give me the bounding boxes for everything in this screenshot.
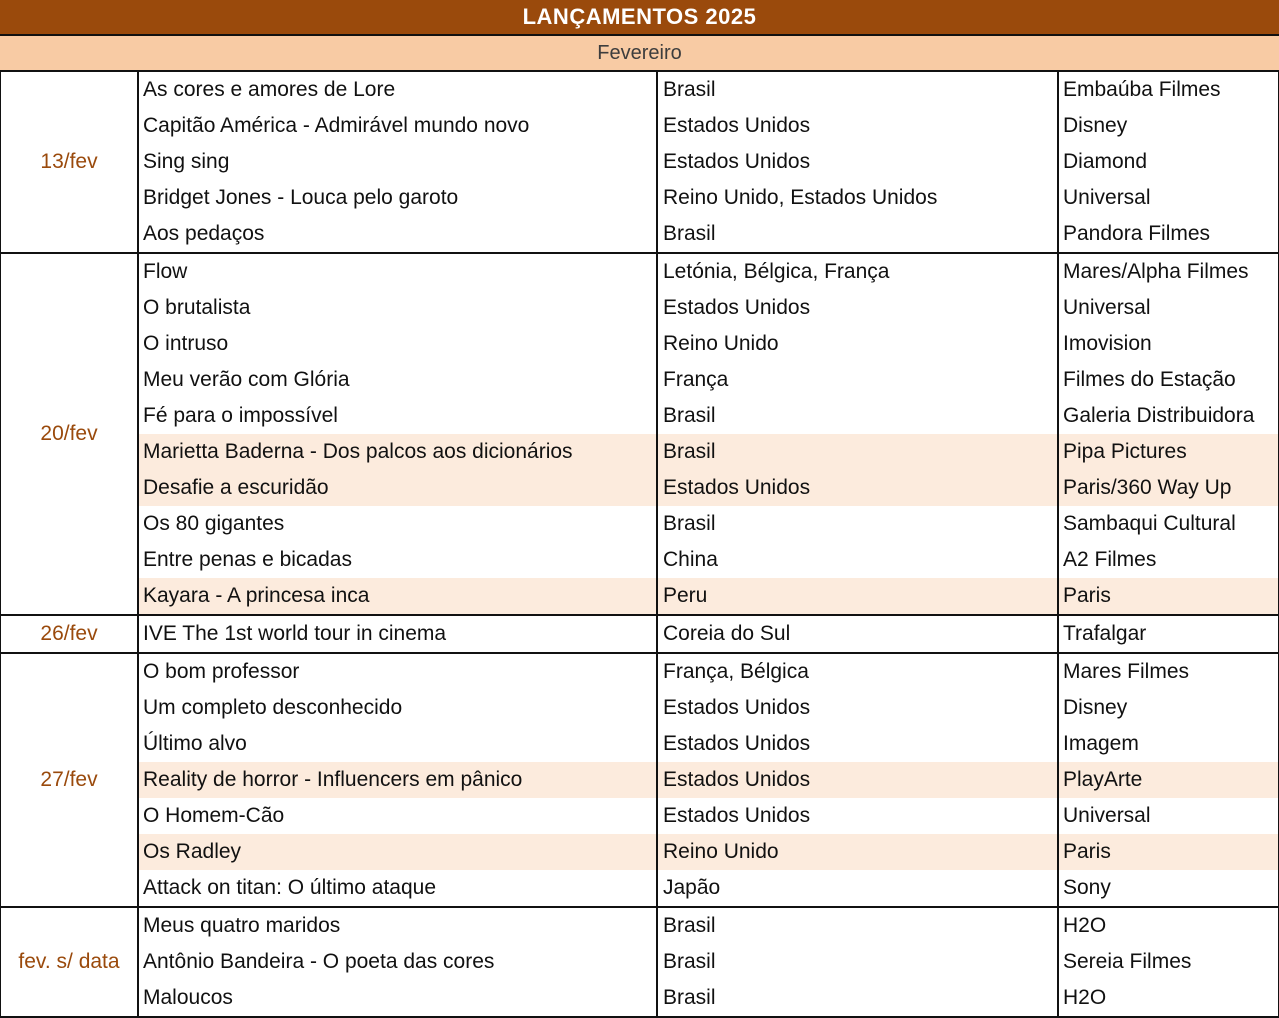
country-cell: Japão [658, 870, 1059, 906]
date-group [0, 908, 1279, 1018]
release-date-cell: fev. s/ data [0, 908, 139, 1016]
country-cell: Brasil [658, 506, 1059, 542]
distributor-cell: Mares/Alpha Filmes [1059, 254, 1279, 290]
movie-title-cell: Um completo desconhecido [139, 690, 658, 726]
movie-title-cell: Bridget Jones - Louca pelo garoto [139, 180, 658, 216]
distributor-cell: Imagem [1059, 726, 1279, 762]
distributor-cell: Trafalgar [1059, 616, 1279, 652]
country-cell: Estados Unidos [658, 144, 1059, 180]
country-cell: Estados Unidos [658, 108, 1059, 144]
movie-title-cell: O intruso [139, 326, 658, 362]
table-row [139, 542, 1279, 578]
distributor-cell: Paris [1059, 834, 1279, 870]
country-cell: Brasil [658, 398, 1059, 434]
table-row [139, 144, 1279, 180]
table-row [139, 654, 1279, 690]
month-header: Fevereiro [0, 36, 1279, 72]
distributor-cell: Sony [1059, 870, 1279, 906]
distributor-cell: Embaúba Filmes [1059, 72, 1279, 108]
country-cell: Letónia, Bélgica, França [658, 254, 1059, 290]
movie-title-cell: Entre penas e bicadas [139, 542, 658, 578]
table-row [139, 870, 1279, 906]
date-group [0, 72, 1279, 254]
country-cell: França, Bélgica [658, 654, 1059, 690]
table-row [139, 834, 1279, 870]
group-rows [139, 654, 1279, 906]
country-cell: França [658, 362, 1059, 398]
movie-title-cell: IVE The 1st world tour in cinema [139, 616, 658, 652]
country-cell: Brasil [658, 72, 1059, 108]
country-cell: Estados Unidos [658, 470, 1059, 506]
movie-title-cell: Maloucos [139, 980, 658, 1016]
movie-title-cell: Flow [139, 254, 658, 290]
movie-title-cell: O brutalista [139, 290, 658, 326]
movie-title-cell: Sing sing [139, 144, 658, 180]
table-row [139, 798, 1279, 834]
country-cell: Brasil [658, 216, 1059, 252]
distributor-cell: Universal [1059, 180, 1279, 216]
table-row [139, 726, 1279, 762]
distributor-cell: Mares Filmes [1059, 654, 1279, 690]
release-date-cell: 27/fev [0, 654, 139, 906]
table-row [139, 72, 1279, 108]
distributor-cell: Galeria Distribuidora [1059, 398, 1279, 434]
distributor-cell: PlayArte [1059, 762, 1279, 798]
movie-title-cell: Antônio Bandeira - O poeta das cores [139, 944, 658, 980]
distributor-cell: H2O [1059, 908, 1279, 944]
movie-title-cell: Os 80 gigantes [139, 506, 658, 542]
table-row [139, 578, 1279, 614]
country-cell: Brasil [658, 434, 1059, 470]
country-cell: Estados Unidos [658, 690, 1059, 726]
distributor-cell: Imovision [1059, 326, 1279, 362]
release-date-cell: 20/fev [0, 254, 139, 614]
movie-title-cell: As cores e amores de Lore [139, 72, 658, 108]
distributor-cell: H2O [1059, 980, 1279, 1016]
movie-title-cell: Último alvo [139, 726, 658, 762]
country-cell: Estados Unidos [658, 798, 1059, 834]
country-cell: China [658, 542, 1059, 578]
movie-title-cell: Meus quatro maridos [139, 908, 658, 944]
release-groups [0, 72, 1279, 1018]
distributor-cell: Paris/360 Way Up [1059, 470, 1279, 506]
movie-title-cell: Os Radley [139, 834, 658, 870]
movie-title-cell: O Homem-Cão [139, 798, 658, 834]
movie-title-cell: Attack on titan: O último ataque [139, 870, 658, 906]
group-rows [139, 72, 1279, 252]
group-rows [139, 254, 1279, 614]
movie-title-cell: Aos pedaços [139, 216, 658, 252]
table-row [139, 980, 1279, 1016]
country-cell: Brasil [658, 980, 1059, 1016]
distributor-cell: Filmes do Estação [1059, 362, 1279, 398]
movie-title-cell: Reality de horror - Influencers em pânico [139, 762, 658, 798]
country-cell: Reino Unido, Estados Unidos [658, 180, 1059, 216]
distributor-cell: Sereia Filmes [1059, 944, 1279, 980]
movie-title-cell: Kayara - A princesa inca [139, 578, 658, 614]
country-cell: Estados Unidos [658, 290, 1059, 326]
table-row [139, 762, 1279, 798]
country-cell: Peru [658, 578, 1059, 614]
table-row [139, 290, 1279, 326]
table-row [139, 398, 1279, 434]
country-cell: Reino Unido [658, 326, 1059, 362]
group-rows [139, 908, 1279, 1016]
country-cell: Brasil [658, 944, 1059, 980]
movie-title-cell: Fé para o impossível [139, 398, 658, 434]
movie-title-cell: Meu verão com Glória [139, 362, 658, 398]
distributor-cell: Paris [1059, 578, 1279, 614]
date-group [0, 616, 1279, 654]
country-cell: Reino Unido [658, 834, 1059, 870]
country-cell: Estados Unidos [658, 762, 1059, 798]
movie-title-cell: Desafie a escuridão [139, 470, 658, 506]
table-row [139, 362, 1279, 398]
movie-title-cell: O bom professor [139, 654, 658, 690]
table-row [139, 434, 1279, 470]
distributor-cell: Sambaqui Cultural [1059, 506, 1279, 542]
distributor-cell: Disney [1059, 108, 1279, 144]
table-row [139, 506, 1279, 542]
date-group [0, 254, 1279, 616]
distributor-cell: Diamond [1059, 144, 1279, 180]
group-rows [139, 616, 1279, 652]
distributor-cell: Disney [1059, 690, 1279, 726]
table-row [139, 690, 1279, 726]
distributor-cell: Pipa Pictures [1059, 434, 1279, 470]
table-row [139, 944, 1279, 980]
release-date-cell: 26/fev [0, 616, 139, 652]
table-row [139, 326, 1279, 362]
table-row [139, 254, 1279, 290]
table-row [139, 180, 1279, 216]
table-row [139, 108, 1279, 144]
distributor-cell: Pandora Filmes [1059, 216, 1279, 252]
distributor-cell: Universal [1059, 290, 1279, 326]
movie-title-cell: Marietta Baderna - Dos palcos aos dicionários [139, 434, 658, 470]
movie-title-cell: Capitão América - Admirável mundo novo [139, 108, 658, 144]
table-row [139, 616, 1279, 652]
release-date-cell: 13/fev [0, 72, 139, 252]
country-cell: Estados Unidos [658, 726, 1059, 762]
distributor-cell: Universal [1059, 798, 1279, 834]
table-row [139, 216, 1279, 252]
table-row [139, 470, 1279, 506]
table-title: LANÇAMENTOS 2025 [0, 0, 1279, 36]
date-group [0, 654, 1279, 908]
country-cell: Brasil [658, 908, 1059, 944]
table-row [139, 908, 1279, 944]
distributor-cell: A2 Filmes [1059, 542, 1279, 578]
country-cell: Coreia do Sul [658, 616, 1059, 652]
